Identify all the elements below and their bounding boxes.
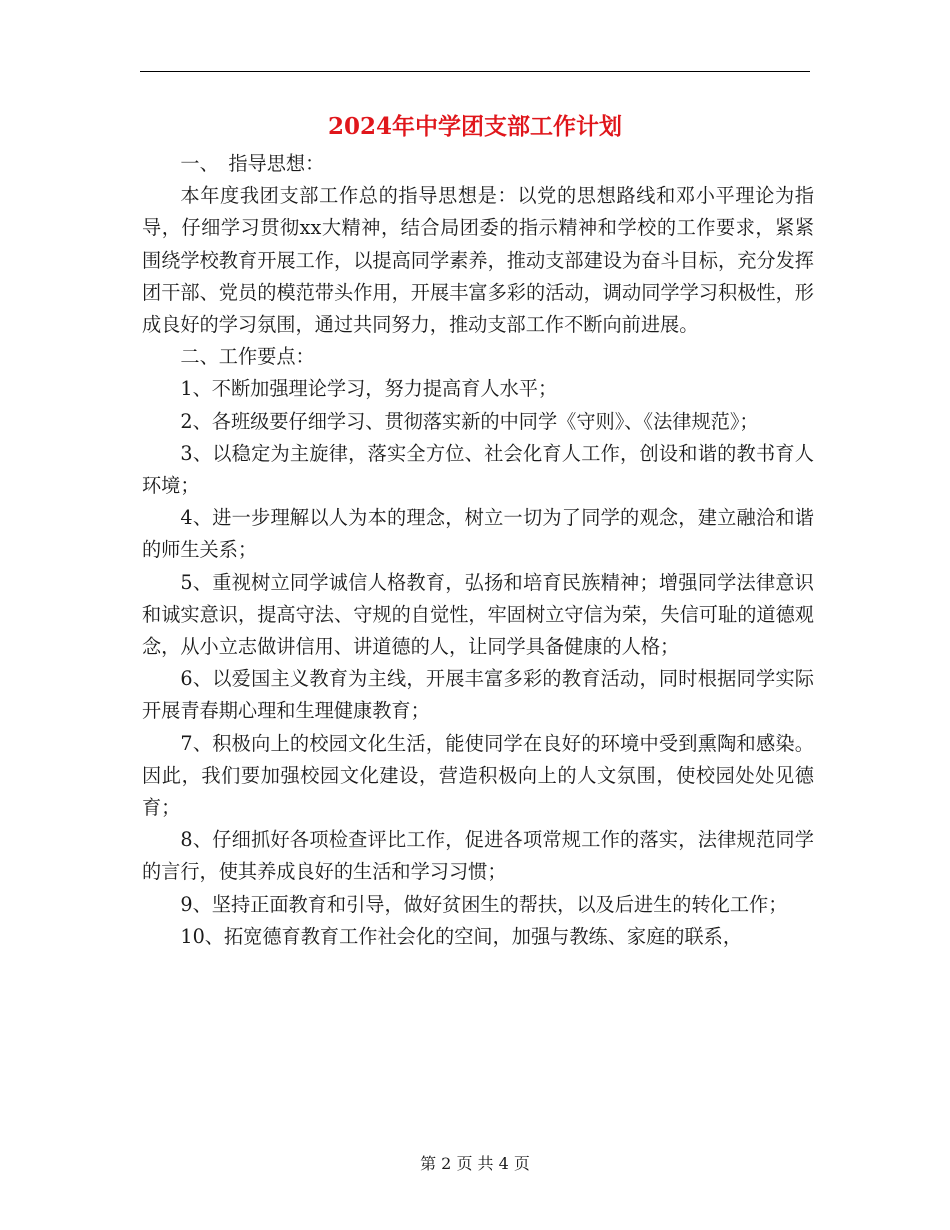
paragraph-item-6: 6、以爱国主义教育为主线，开展丰富多彩的教育活动，同时根据同学实际开展青春期心理和生理健康教育； [142, 667, 814, 723]
paragraph-item-9: 9、坚持正面教育和引导，做好贫困生的帮扶，以及后进生的转化工作； [180, 892, 788, 916]
paragraph-item-4: 4、进一步理解以人为本的理念，树立一切为了同学的观念，建立融洽和谐的师生关系； [142, 506, 814, 562]
paragraph-item-7: 7、积极向上的校园文化生活，能使同学在良好的环境中受到熏陶和感染。因此，我们要加强校园文化建设，营造积极向上的人文氛围，使校园处处见德育； [142, 731, 814, 820]
paragraph-item-10: 10、拓宽德育教育工作社会化的空间，加强与教练、家庭的联系， [180, 924, 743, 948]
paragraph-item-2: 2、各班级要仔细学习、贯彻落实新的中同学《守则》、《法律规范》； [180, 409, 759, 433]
paragraph-item-1: 1、不断加强理论学习，努力提高育人水平； [180, 377, 558, 401]
paragraph-guiding-thought: 本年度我团支部工作总的指导思想是：以党的思想路线和邓小平理论为指导，仔细学习贯彻xx大精神，结合局团委的指示精神和学校的工作要求，紧紧围绕学校教育开展工作，以提高同学素养，推动支部建设为奋斗目标，充分发挥团干部、党员的模范带头作用，开展丰富多彩的活动，调动同学学习积极性，形成良好的学习氛围，通过共同努力，推动支部工作不断向前进展。 [142, 184, 814, 337]
paragraph-item-5: 5、重视树立同学诚信人格教育，弘扬和培育民族精神；增强同学法律意识和诚实意识，提高守法、守规的自觉性，牢固树立守信为荣，失信可耻的道德观念，从小立志做讲信用、讲道德的人，让同学具备健康的人格； [142, 570, 814, 659]
paragraph-heading-guiding-thought: 一、 指导思想： [180, 152, 325, 175]
document-body [142, 148, 814, 953]
header-rule [140, 71, 810, 72]
document-title: 2024年中学团支部工作计划 [327, 113, 622, 140]
page-number-footer: 第 2 页 共 4 页 [420, 1154, 530, 1173]
paragraph-item-3: 3、以稳定为主旋律，落实全方位、社会化育人工作，创设和谐的教书育人环境； [142, 441, 814, 498]
paragraph-item-8: 8、仔细抓好各项检查评比工作，促进各项常规工作的落实，法律规范同学的言行，使其养成良好的生活和学习习惯； [142, 828, 814, 884]
paragraph-heading-work-points: 二、工作要点： [180, 345, 315, 369]
